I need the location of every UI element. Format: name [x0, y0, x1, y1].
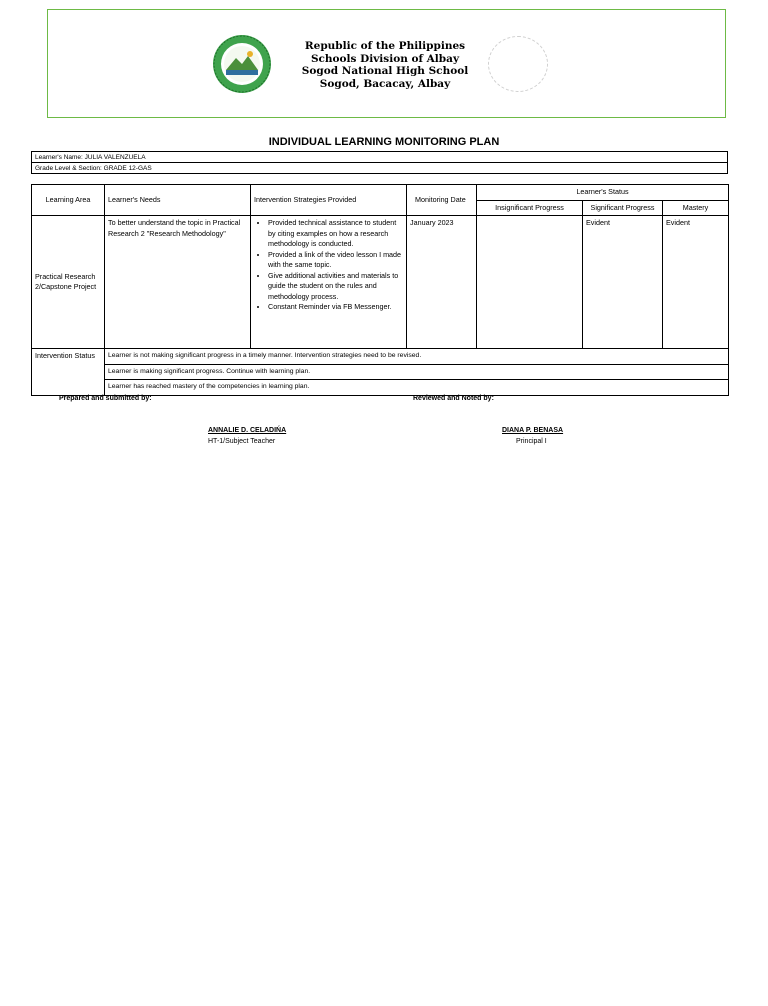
preparer-name: ANNALIE D. CELADIŃA	[208, 427, 287, 434]
cell-significant-progress: Evident	[583, 216, 663, 349]
cell-learning-area: Practical Research 2/Capstone Project	[32, 216, 105, 349]
header-learners-needs: Learner's Needs	[105, 185, 251, 216]
school-seal-logo	[212, 34, 272, 94]
cell-learners-needs: To better understand the topic in Practical Research 2 "Research Methodology"	[105, 216, 251, 349]
header-line-address: Sogod, Bacacay, Albay	[319, 77, 451, 90]
cell-insignificant-progress	[477, 216, 583, 349]
strategy-item: • Give additional activities and materials to guide the student on the rules and methodology process.	[268, 271, 403, 303]
header-line-division: Schools Division of Albay	[310, 52, 460, 65]
header-line-school: Sogod National High School	[301, 65, 469, 78]
cell-monitoring-date: January 2023	[407, 216, 477, 349]
intervention-status-revise: Learner is not making significant progress in a timely manner. Intervention strategies need to be revised.	[105, 349, 729, 365]
prepared-by-label: Prepared and submitted by:	[59, 395, 152, 402]
reviewer-title: Principal I	[516, 438, 547, 445]
intervention-status-continue: Learner is making significant progress. Continue with learning plan.	[105, 364, 729, 380]
faded-logo-placeholder	[488, 36, 548, 92]
monitoring-plan-table	[31, 184, 729, 396]
letterhead-text	[300, 40, 470, 90]
strategy-item: • Constant Reminder via FB Messenger.	[268, 302, 403, 313]
document-title: INDIVIDUAL LEARNING MONITORING PLAN	[268, 136, 500, 148]
intervention-status-mastery: Learner has reached mastery of the competencies in learning plan.	[105, 380, 729, 396]
header-learning-area: Learning Area	[32, 185, 105, 216]
strategy-item: • Provided technical assistance to student by citing examples on how a research methodology is conducted.	[268, 218, 403, 250]
header-line-republic: Republic of the Philippines	[304, 40, 466, 52]
reviewer-name: DIANA P. BENASA	[502, 427, 564, 434]
grade-section-cell: Grade Level & Section: GRADE 12-GAS	[32, 163, 728, 174]
reviewed-by-label: Reviewed and Noted by:	[413, 395, 494, 402]
header-monitoring-date: Monitoring Date	[407, 185, 477, 216]
header-insignificant-progress: Insignificant Progress	[477, 200, 583, 216]
cell-intervention-status-label: Intervention Status	[32, 349, 105, 396]
header-significant-progress: Significant Progress	[583, 200, 663, 216]
cell-mastery: Evident	[663, 216, 729, 349]
learner-info-table	[31, 151, 728, 174]
header-intervention-strategies: Intervention Strategies Provided	[251, 185, 407, 216]
learner-name-cell: Learner's Name: JULIA VALENZUELA	[32, 152, 728, 163]
strategies-list	[254, 218, 403, 313]
strategy-item: • Provided a link of the video lesson I made with the same topic.	[268, 250, 403, 271]
header-learners-status: Learner's Status	[477, 185, 729, 201]
cell-intervention-strategies	[251, 216, 407, 349]
preparer-title: HT-1/Subject Teacher	[208, 438, 276, 445]
header-mastery: Mastery	[663, 200, 729, 216]
